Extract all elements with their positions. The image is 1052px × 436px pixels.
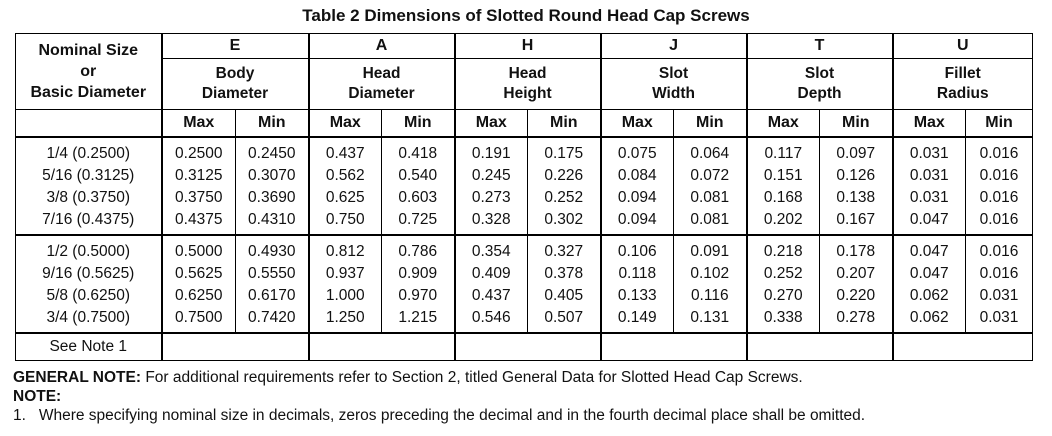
value-cell: 0.252 bbox=[747, 263, 820, 285]
value-cell: 0.354 bbox=[455, 235, 528, 263]
value-cell: 0.5625 bbox=[162, 263, 236, 285]
value-cell: 0.405 bbox=[528, 285, 601, 307]
value-cell: 0.338 bbox=[747, 307, 820, 333]
nominal-size-header bbox=[16, 34, 162, 110]
nominal-header-spacer bbox=[16, 110, 162, 138]
value-cell: 0.7500 bbox=[162, 307, 236, 333]
column-description-line-2: Height bbox=[503, 85, 552, 102]
value-cell: 0.047 bbox=[893, 263, 966, 285]
row-group bbox=[16, 137, 1033, 235]
note-1: 1. Where specifying nominal size in decimals, zeros preceding the decimal and in the fourth decimal place shall be omitted. bbox=[13, 407, 866, 424]
column-description-line-1: Slot bbox=[804, 65, 835, 82]
value-cell: 0.409 bbox=[455, 263, 528, 285]
value-cell: 0.094 bbox=[601, 209, 674, 235]
value-cell: 0.084 bbox=[601, 165, 674, 187]
column-letter-j: J bbox=[601, 34, 747, 59]
value-cell: 0.167 bbox=[820, 209, 893, 235]
table-row bbox=[16, 209, 1033, 235]
value-cell: 0.102 bbox=[674, 263, 747, 285]
value-cell: 0.6250 bbox=[162, 285, 236, 307]
value-cell: 0.562 bbox=[309, 165, 382, 187]
value-cell: 0.5000 bbox=[162, 235, 236, 263]
empty-cell bbox=[747, 333, 893, 361]
value-cell: 0.725 bbox=[382, 209, 455, 235]
value-cell: 0.937 bbox=[309, 263, 382, 285]
value-cell: 0.149 bbox=[601, 307, 674, 333]
nominal-size-cell: 7/16 (0.4375) bbox=[16, 209, 162, 235]
value-cell: 0.327 bbox=[528, 235, 601, 263]
value-cell: 0.273 bbox=[455, 187, 528, 209]
column-description-h bbox=[455, 59, 601, 110]
value-cell: 1.000 bbox=[309, 285, 382, 307]
min-header: Min bbox=[528, 110, 601, 138]
see-note-cell: See Note 1 bbox=[16, 333, 162, 361]
value-cell: 0.097 bbox=[820, 137, 893, 165]
max-header: Max bbox=[162, 110, 236, 138]
row-group bbox=[16, 235, 1033, 333]
value-cell: 0.7420 bbox=[236, 307, 309, 333]
max-header: Max bbox=[893, 110, 966, 138]
column-description-line-2: Width bbox=[652, 85, 695, 102]
value-cell: 0.6170 bbox=[236, 285, 309, 307]
value-cell: 0.252 bbox=[528, 187, 601, 209]
value-cell: 0.062 bbox=[893, 307, 966, 333]
value-cell: 0.378 bbox=[528, 263, 601, 285]
nominal-size-cell: 3/4 (0.7500) bbox=[16, 307, 162, 333]
min-header: Min bbox=[674, 110, 747, 138]
value-cell: 0.016 bbox=[966, 137, 1033, 165]
table-row bbox=[16, 307, 1033, 333]
nominal-size-cell: 3/8 (0.3750) bbox=[16, 187, 162, 209]
empty-cell bbox=[162, 333, 309, 361]
value-cell: 0.2450 bbox=[236, 137, 309, 165]
value-cell: 0.138 bbox=[820, 187, 893, 209]
column-description-line-2: Diameter bbox=[348, 85, 415, 102]
value-cell: 0.117 bbox=[747, 137, 820, 165]
column-description-line-2: Depth bbox=[797, 85, 842, 102]
value-cell: 0.031 bbox=[893, 187, 966, 209]
nominal-size-cell: 5/16 (0.3125) bbox=[16, 165, 162, 187]
value-cell: 1.215 bbox=[382, 307, 455, 333]
value-cell: 0.131 bbox=[674, 307, 747, 333]
value-cell: 0.226 bbox=[528, 165, 601, 187]
max-header: Max bbox=[455, 110, 528, 138]
column-letter-t: T bbox=[747, 34, 893, 59]
empty-cell bbox=[601, 333, 747, 361]
column-description-line-2: Radius bbox=[936, 85, 989, 102]
value-cell: 0.218 bbox=[747, 235, 820, 263]
max-header: Max bbox=[309, 110, 382, 138]
column-description-line-1: Body bbox=[215, 65, 255, 82]
value-cell: 0.2500 bbox=[162, 137, 236, 165]
nominal-size-cell: 1/2 (0.5000) bbox=[16, 235, 162, 263]
value-cell: 0.116 bbox=[674, 285, 747, 307]
nominal-header-line-3: Basic Diameter bbox=[30, 84, 147, 101]
value-cell: 0.126 bbox=[820, 165, 893, 187]
column-description-line-1: Slot bbox=[658, 65, 689, 82]
value-cell: 0.3690 bbox=[236, 187, 309, 209]
notes-section bbox=[13, 368, 1043, 425]
value-cell: 0.4375 bbox=[162, 209, 236, 235]
min-header: Min bbox=[966, 110, 1033, 138]
table-row bbox=[16, 187, 1033, 209]
value-cell: 0.909 bbox=[382, 263, 455, 285]
table-row bbox=[16, 235, 1033, 263]
value-cell: 0.178 bbox=[820, 235, 893, 263]
value-cell: 0.5550 bbox=[236, 263, 309, 285]
table-row bbox=[16, 263, 1033, 285]
general-note-text: For additional requirements refer to Section 2, titled General Data for Slotted Head Cap Screws. bbox=[141, 369, 803, 386]
empty-cell bbox=[893, 333, 1033, 361]
column-letter-u: U bbox=[893, 34, 1033, 59]
value-cell: 0.016 bbox=[966, 187, 1033, 209]
value-cell: 0.220 bbox=[820, 285, 893, 307]
nominal-size-cell: 1/4 (0.2500) bbox=[16, 137, 162, 165]
column-description-t bbox=[747, 59, 893, 110]
value-cell: 0.081 bbox=[674, 187, 747, 209]
empty-cell bbox=[309, 333, 455, 361]
value-cell: 0.091 bbox=[674, 235, 747, 263]
value-cell: 0.207 bbox=[820, 263, 893, 285]
value-cell: 0.3070 bbox=[236, 165, 309, 187]
value-cell: 0.278 bbox=[820, 307, 893, 333]
column-description-u bbox=[893, 59, 1033, 110]
value-cell: 0.031 bbox=[966, 307, 1033, 333]
value-cell: 0.151 bbox=[747, 165, 820, 187]
general-note bbox=[13, 368, 1043, 387]
value-cell: 0.507 bbox=[528, 307, 601, 333]
min-header: Min bbox=[382, 110, 455, 138]
general-note-label: GENERAL NOTE: bbox=[13, 369, 142, 386]
note-label: NOTE: bbox=[13, 388, 62, 405]
column-description-line-1: Head bbox=[362, 65, 401, 82]
column-description-j bbox=[601, 59, 747, 110]
value-cell: 0.4930 bbox=[236, 235, 309, 263]
column-letter-h: H bbox=[455, 34, 601, 59]
nominal-header-line-1: Nominal Size bbox=[38, 42, 139, 59]
value-cell: 0.016 bbox=[966, 209, 1033, 235]
value-cell: 0.031 bbox=[893, 165, 966, 187]
table-row bbox=[16, 165, 1033, 187]
value-cell: 0.064 bbox=[674, 137, 747, 165]
min-header: Min bbox=[236, 110, 309, 138]
value-cell: 0.175 bbox=[528, 137, 601, 165]
value-cell: 0.750 bbox=[309, 209, 382, 235]
max-header: Max bbox=[601, 110, 674, 138]
value-cell: 0.133 bbox=[601, 285, 674, 307]
value-cell: 0.106 bbox=[601, 235, 674, 263]
value-cell: 0.031 bbox=[966, 285, 1033, 307]
value-cell: 0.437 bbox=[455, 285, 528, 307]
column-letter-a: A bbox=[309, 34, 455, 59]
table-title: Table 2 Dimensions of Slotted Round Head Cap Screws bbox=[302, 6, 750, 25]
value-cell: 0.202 bbox=[747, 209, 820, 235]
value-cell: 0.016 bbox=[966, 235, 1033, 263]
value-cell: 1.250 bbox=[309, 307, 382, 333]
value-cell: 0.603 bbox=[382, 187, 455, 209]
value-cell: 0.168 bbox=[747, 187, 820, 209]
see-note-row bbox=[16, 333, 1033, 361]
dimensions-table bbox=[15, 33, 1033, 361]
value-cell: 0.031 bbox=[893, 137, 966, 165]
value-cell: 0.047 bbox=[893, 209, 966, 235]
value-cell: 0.270 bbox=[747, 285, 820, 307]
column-description-line-2: Diameter bbox=[201, 85, 269, 102]
nominal-header-line-2: or bbox=[80, 63, 97, 80]
value-cell: 0.970 bbox=[382, 285, 455, 307]
nominal-size-cell: 9/16 (0.5625) bbox=[16, 263, 162, 285]
value-cell: 0.072 bbox=[674, 165, 747, 187]
value-cell: 0.094 bbox=[601, 187, 674, 209]
value-cell: 0.302 bbox=[528, 209, 601, 235]
value-cell: 0.4310 bbox=[236, 209, 309, 235]
value-cell: 0.245 bbox=[455, 165, 528, 187]
value-cell: 0.062 bbox=[893, 285, 966, 307]
value-cell: 0.546 bbox=[455, 307, 528, 333]
value-cell: 0.540 bbox=[382, 165, 455, 187]
table-row bbox=[16, 285, 1033, 307]
value-cell: 0.118 bbox=[601, 263, 674, 285]
value-cell: 0.3750 bbox=[162, 187, 236, 209]
value-cell: 0.812 bbox=[309, 235, 382, 263]
empty-cell bbox=[455, 333, 601, 361]
value-cell: 0.016 bbox=[966, 165, 1033, 187]
value-cell: 0.328 bbox=[455, 209, 528, 235]
value-cell: 0.191 bbox=[455, 137, 528, 165]
column-description-line-1: Head bbox=[508, 65, 547, 82]
value-cell: 0.3125 bbox=[162, 165, 236, 187]
value-cell: 0.075 bbox=[601, 137, 674, 165]
value-cell: 0.016 bbox=[966, 263, 1033, 285]
nominal-size-cell: 5/8 (0.6250) bbox=[16, 285, 162, 307]
column-description-e bbox=[162, 59, 309, 110]
table-row bbox=[16, 137, 1033, 165]
min-header: Min bbox=[820, 110, 893, 138]
value-cell: 0.786 bbox=[382, 235, 455, 263]
value-cell: 0.047 bbox=[893, 235, 966, 263]
value-cell: 0.625 bbox=[309, 187, 382, 209]
value-cell: 0.081 bbox=[674, 209, 747, 235]
column-description-a bbox=[309, 59, 455, 110]
max-header: Max bbox=[747, 110, 820, 138]
value-cell: 0.418 bbox=[382, 137, 455, 165]
column-description-line-1: Fillet bbox=[944, 65, 981, 82]
value-cell: 0.437 bbox=[309, 137, 382, 165]
column-letter-e: E bbox=[162, 34, 309, 59]
